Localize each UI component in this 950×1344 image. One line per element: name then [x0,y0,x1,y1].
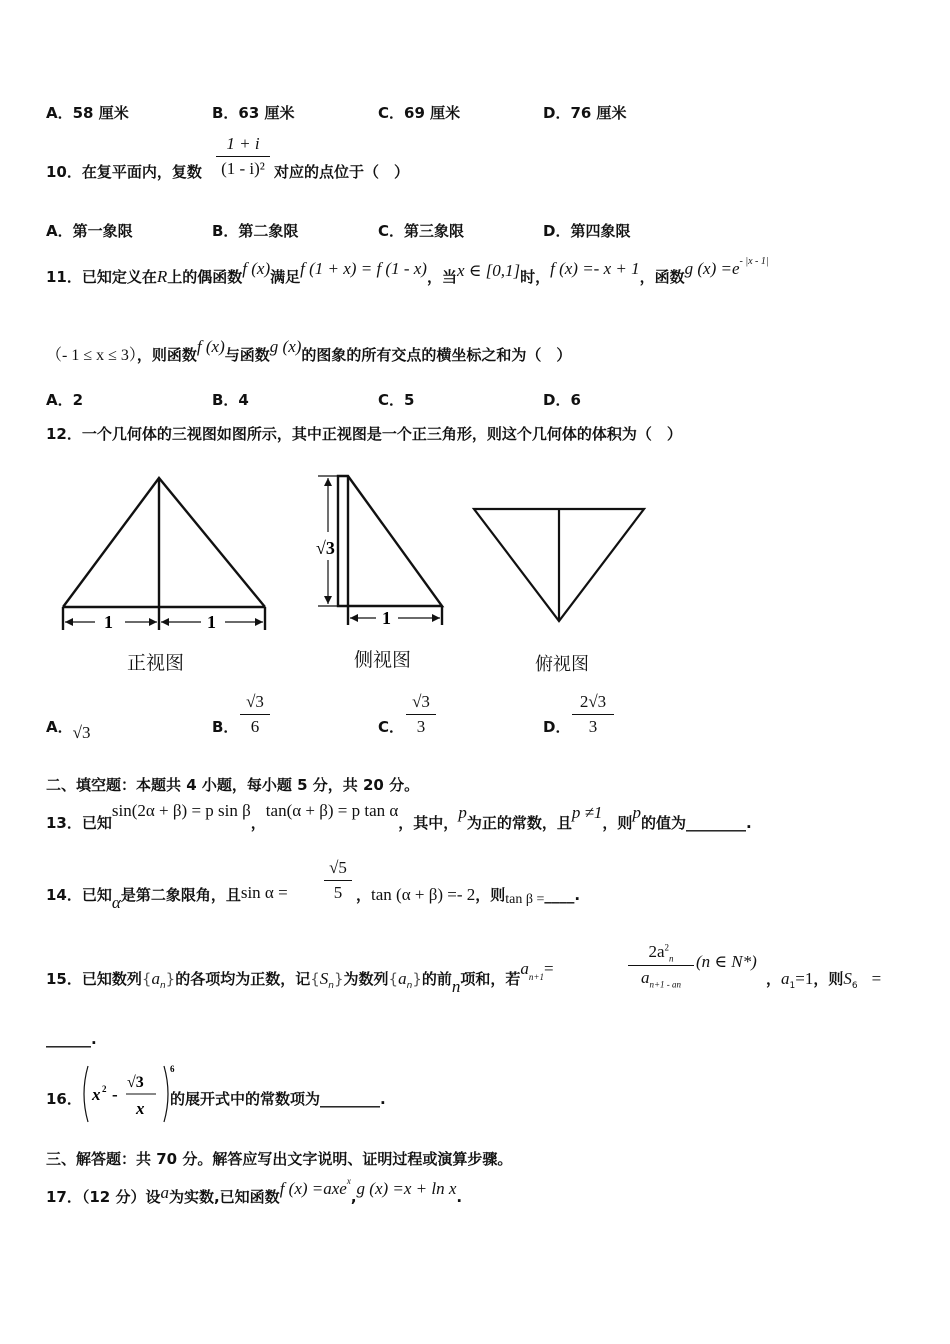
q15-answer-blank: ______. [46,1030,97,1048]
top-view-caption: 俯视图 [535,654,589,675]
q10-fraction: 1 + i (1 - i)² [216,134,270,179]
svg-text:-: - [112,1085,118,1104]
q12-option-d-label: D． [543,718,571,736]
q11-line2: （- 1 ≤ x ≤ 3），则函数f (x)与函数g (x)的图象的所有交点的横坐标之和为（ ） [46,337,572,364]
q13-question: 13．已知sin(2α + β) = p sin β，tan(α + β) = p tan α，其中，p为正的常数，且p ≠1，则p的值为________. [46,801,752,832]
q12-option-c-fraction: √3 3 [406,692,436,737]
side-height-label: √3 [316,538,335,558]
q11-option-b: B．4 [212,391,249,409]
svg-text:x: x [136,1099,145,1118]
q12-option-c-label: C． [378,718,405,736]
svg-text:2: 2 [102,1084,107,1094]
section-3-heading: 三、解答题：共 70 分。解答应写出文字说明、证明过程或演算步骤。 [46,1150,513,1168]
front-view-triangle [63,478,265,607]
q11-option-a: A．2 [46,391,84,409]
q11-option-c: C．5 [378,391,415,409]
side-width-label: 1 [382,608,391,628]
q12-option-b-fraction: √3 6 [240,692,270,737]
q9-option-b: B．63 厘米 [212,104,295,122]
q11-line1: 11．已知定义在R上的偶函数f (x)满足f (1 + x) = f (1 - x)，当x ∈ [0,1]时，f (x) =- x + 1，函数g $(x) =e^{- |x - 1|}$ [46,256,769,286]
q16-number: 16． [46,1090,82,1108]
svg-text:6: 6 [170,1064,175,1074]
q9-option-d: D．76 厘米 [543,104,627,122]
side-view-figure [312,470,452,635]
q15-fraction: $2a^2_n$ $a_{n+1 - an}$ [628,942,694,990]
front-label-right: 1 [207,612,216,632]
q11-option-d: D．6 [543,391,581,409]
q10-option-d: D．第四象限 [543,222,631,240]
q10-question: 10．在复平面内，复数 [46,163,202,181]
q15-question-rest: ，$a_1=1$，则$S_6$ = [766,969,882,991]
q12-option-a: A．√3 [46,718,91,742]
side-view-caption: 侧视图 [354,649,412,671]
q10-option-b: B．第二象限 [212,222,299,240]
q14-fraction: √5 5 [324,858,352,903]
q15-condition: (n ∈ N*) [696,952,757,971]
q9-option-a: A．58 厘米 [46,104,129,122]
q12-question: 12．一个几何体的三视图如图所示，其中正视图是一个正三角形，则这个几何体的体积为（ ） [46,425,682,443]
q15-question: 15．已知数列$\{a_n\}$的各项均为正数，记$\{S_n\}$为数列$\{a_n\}$的前n项和，若$a_{n+1}=$ [46,959,554,996]
svg-text:√3: √3 [127,1074,144,1091]
q16-expression [80,1062,176,1126]
front-view-figure [55,470,275,635]
q14-question-rest: ，tan (α + β) =- 2，则tan β =____. [356,885,581,907]
q16-text: 的展开式中的常数项为________. [170,1090,386,1108]
q17-question: 17．（12 分）设a为实数,已知函数f (x) =axe$^x$,g (x) =x + ln x. [46,1176,463,1206]
front-view-caption: 正视图 [127,652,185,674]
q12-option-b-label: B． [212,718,239,736]
top-view-figure [470,505,650,625]
section-2-heading: 二、填空题：本题共 4 小题，每小题 5 分，共 20 分。 [46,776,420,794]
side-view-triangle [338,476,442,606]
q10-option-c: C．第三象限 [378,222,465,240]
svg-text:x: x [92,1085,101,1104]
q14-question: 14．已知α是第二象限角，且sin α = [46,883,288,912]
q12-option-d-fraction: 2√3 3 [572,692,614,737]
front-label-left: 1 [104,612,113,632]
q10-option-a: A．第一象限 [46,222,133,240]
q10-text-after: 对应的点位于（ ） [274,163,410,181]
q9-option-c: C．69 厘米 [378,104,461,122]
